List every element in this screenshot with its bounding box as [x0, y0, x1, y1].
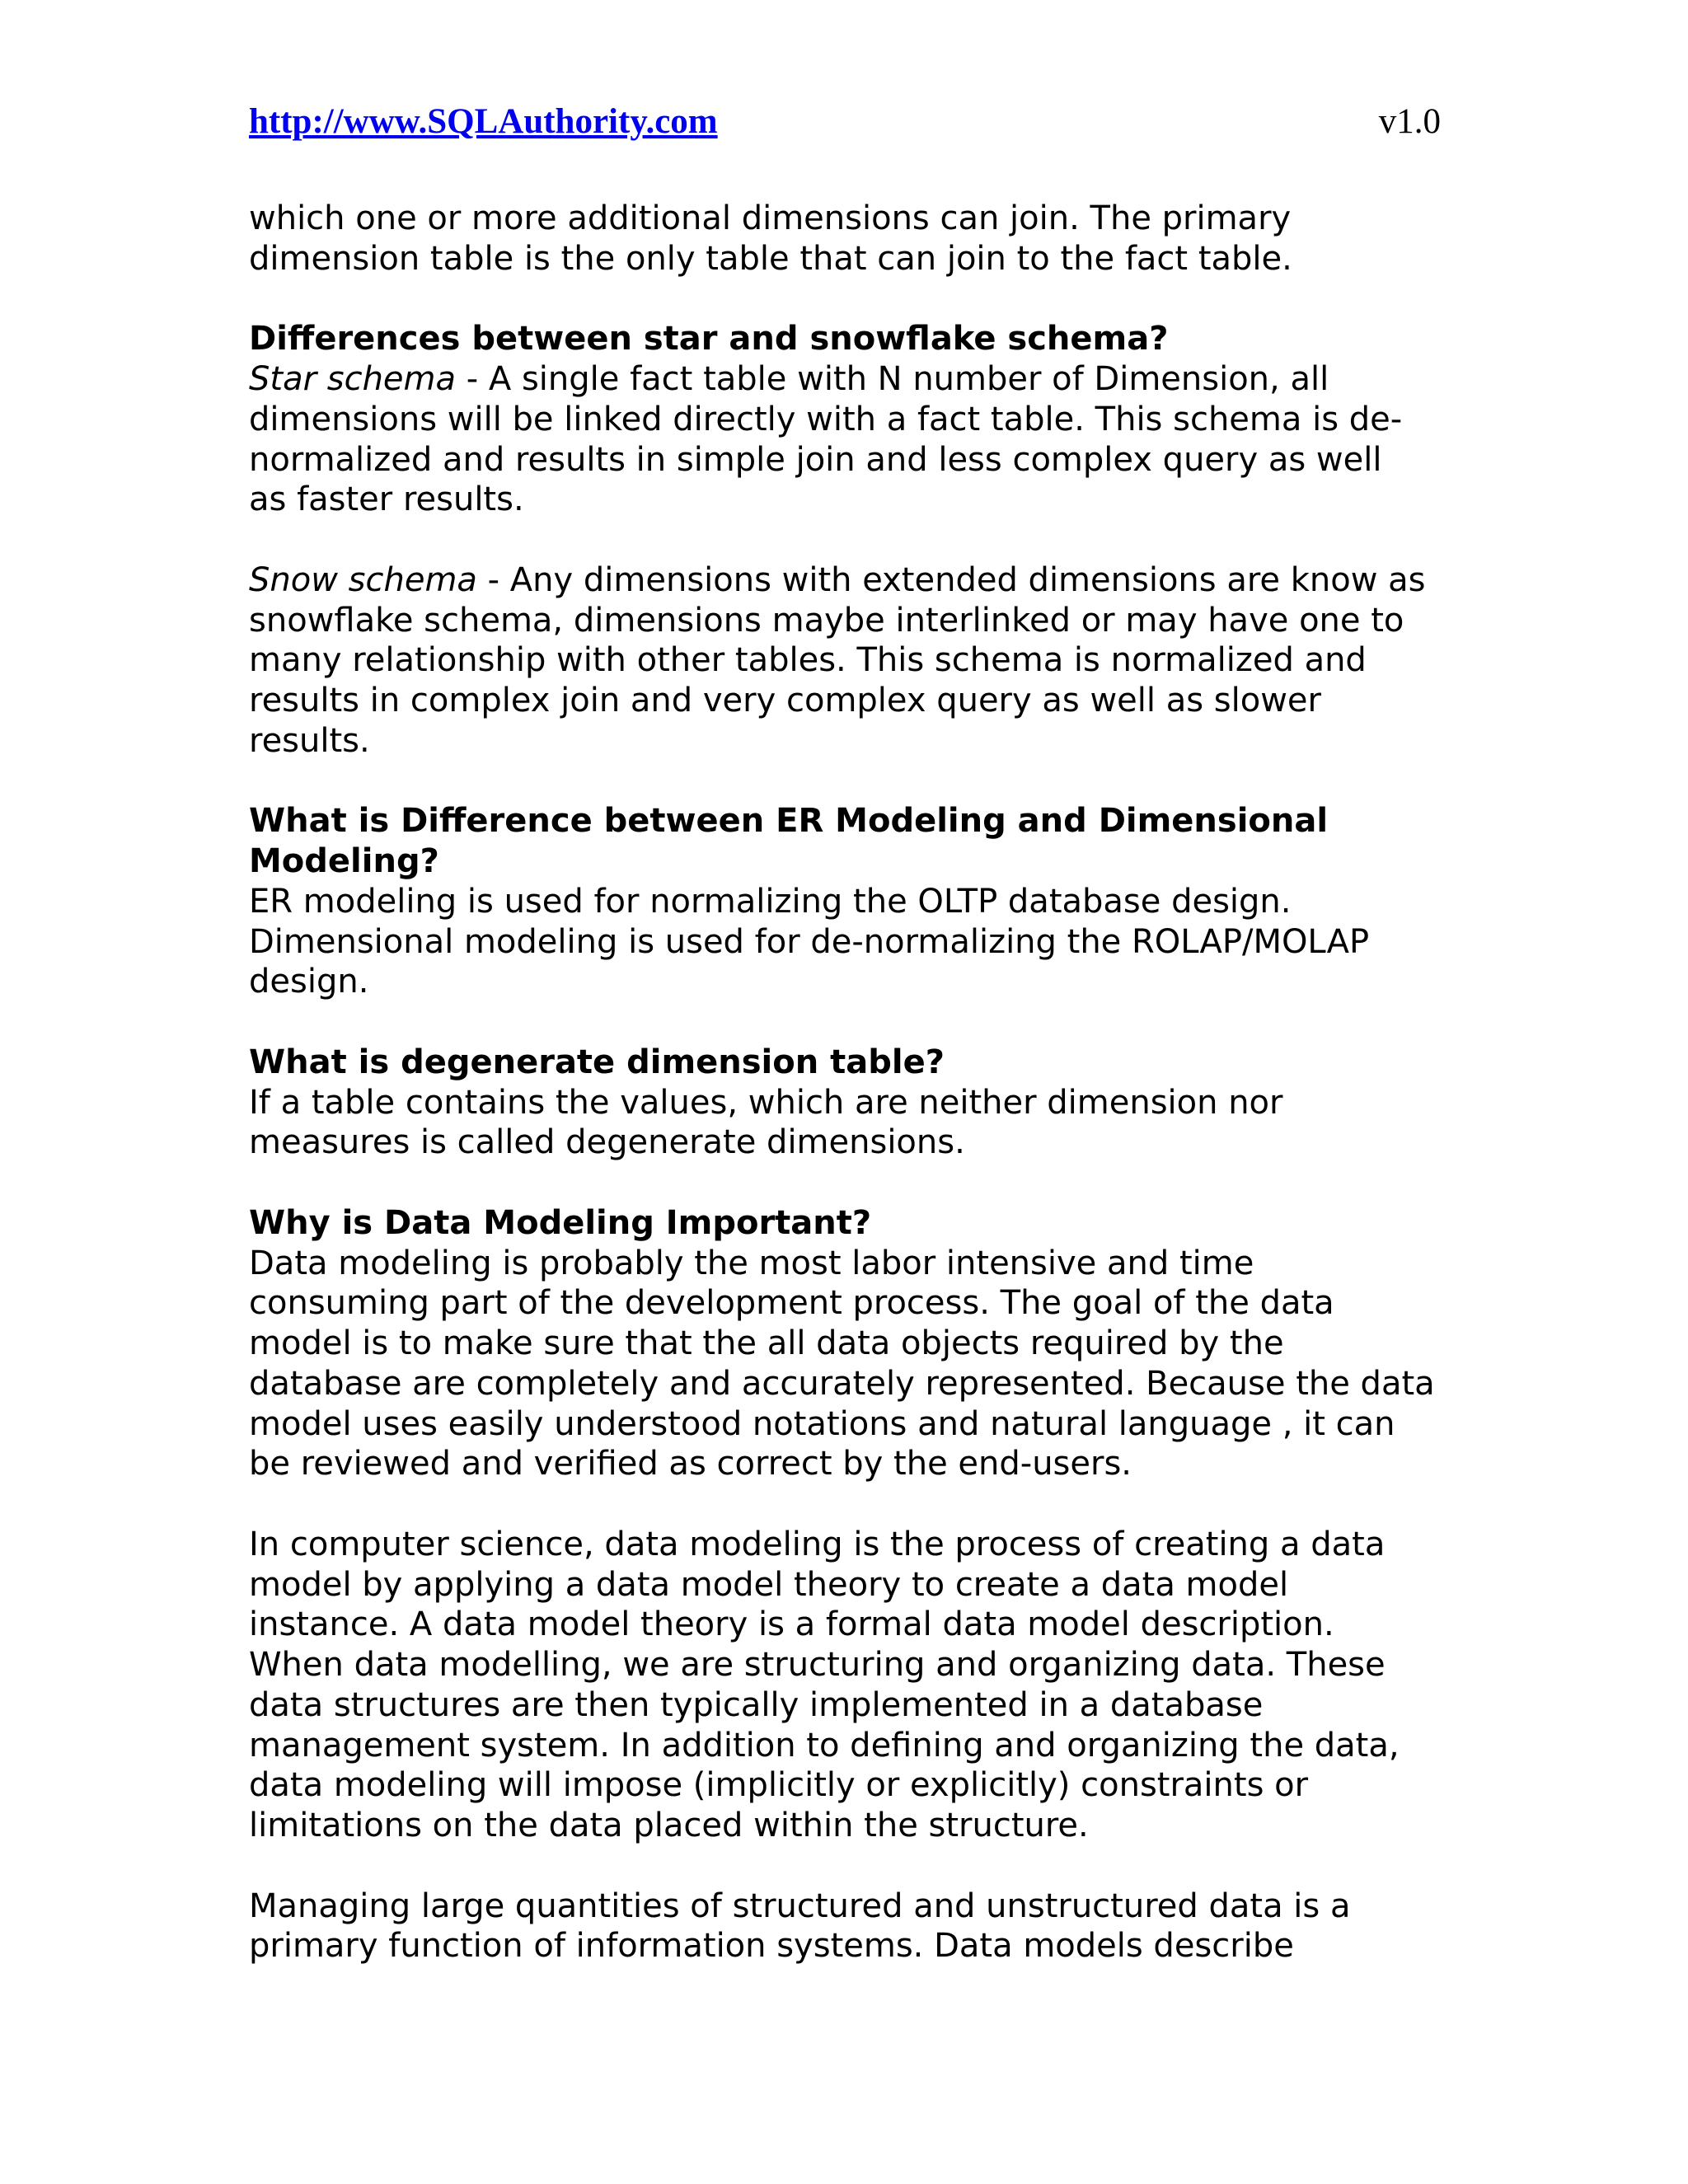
heading-data-modeling: Why is Data Modeling Important?	[249, 1203, 872, 1242]
heading-star-snowflake: Differences between star and snowflake schema?	[249, 320, 1169, 359]
data-modeling-paragraph-2: In computer science, data modeling is the process of creating a data model by applying a data model theory to create a data model instance. A data model theory is a formal data model description. When data modelling, we are structuring and organizing data. These data structures are then typically implemented in a database management system. In addition to defining and organizing the data, data modeling will impose (implicitly or explicitly) constraints or limitations on the data placed within the structure.	[249, 1525, 1400, 1844]
star-schema-term: Star schema	[249, 360, 457, 398]
page-content	[249, 199, 1441, 2007]
snow-schema-text: - Any dimensions with extended dimensions are know as snowflake schema, dimensions maybe interlinked or may have one to many relationship with other tables. This schema is normalized and results in complex join and very complex query as well as slower results.	[249, 560, 1426, 760]
star-schema-paragraph	[249, 359, 1441, 520]
heading-er-dimensional: What is Difference between ER Modeling and Dimensional Modeling?	[249, 802, 1329, 880]
star-schema-text: - A single fact table with N number of Dimension, all dimensions will be linked directly with a fact table. This schema is de- normalized and results in simple join and less complex query as well as faster results.	[249, 360, 1403, 519]
data-modeling-paragraph-1: Data modeling is probably the most labor intensive and time consuming part of the development process. The goal of the data model is to make sure that the all data objects required by the database are completely and accurately represented. Because the data model uses easily understood notations and natural language , it can be reviewed and verified as correct by the end-users.	[249, 1244, 1435, 1483]
site-link[interactable]: http://www.SQLAuthority.com	[249, 102, 718, 141]
page-header	[249, 97, 1441, 147]
intro-paragraph: which one or more additional dimensions can join. The primary dimension table is the only table that can join to the fact table.	[249, 199, 1292, 278]
data-modeling-paragraph-3: Managing large quantities of structured and unstructured data is a primary function of information systems. Data models describe	[249, 1886, 1351, 1966]
degenerate-paragraph: If a table contains the values, which are neither dimension nor measures is called degenerate dimensions.	[249, 1083, 1283, 1162]
heading-degenerate: What is degenerate dimension table?	[249, 1043, 945, 1081]
version-label: v1.0	[1378, 102, 1441, 141]
snow-schema-paragraph	[249, 560, 1441, 762]
er-dimensional-paragraph: ER modeling is used for normalizing the OLTP database design. Dimensional modeling is used for de-normalizing the ROLAP/MOLAP design.	[249, 882, 1370, 1001]
snow-schema-term: Snow schema	[249, 560, 477, 599]
